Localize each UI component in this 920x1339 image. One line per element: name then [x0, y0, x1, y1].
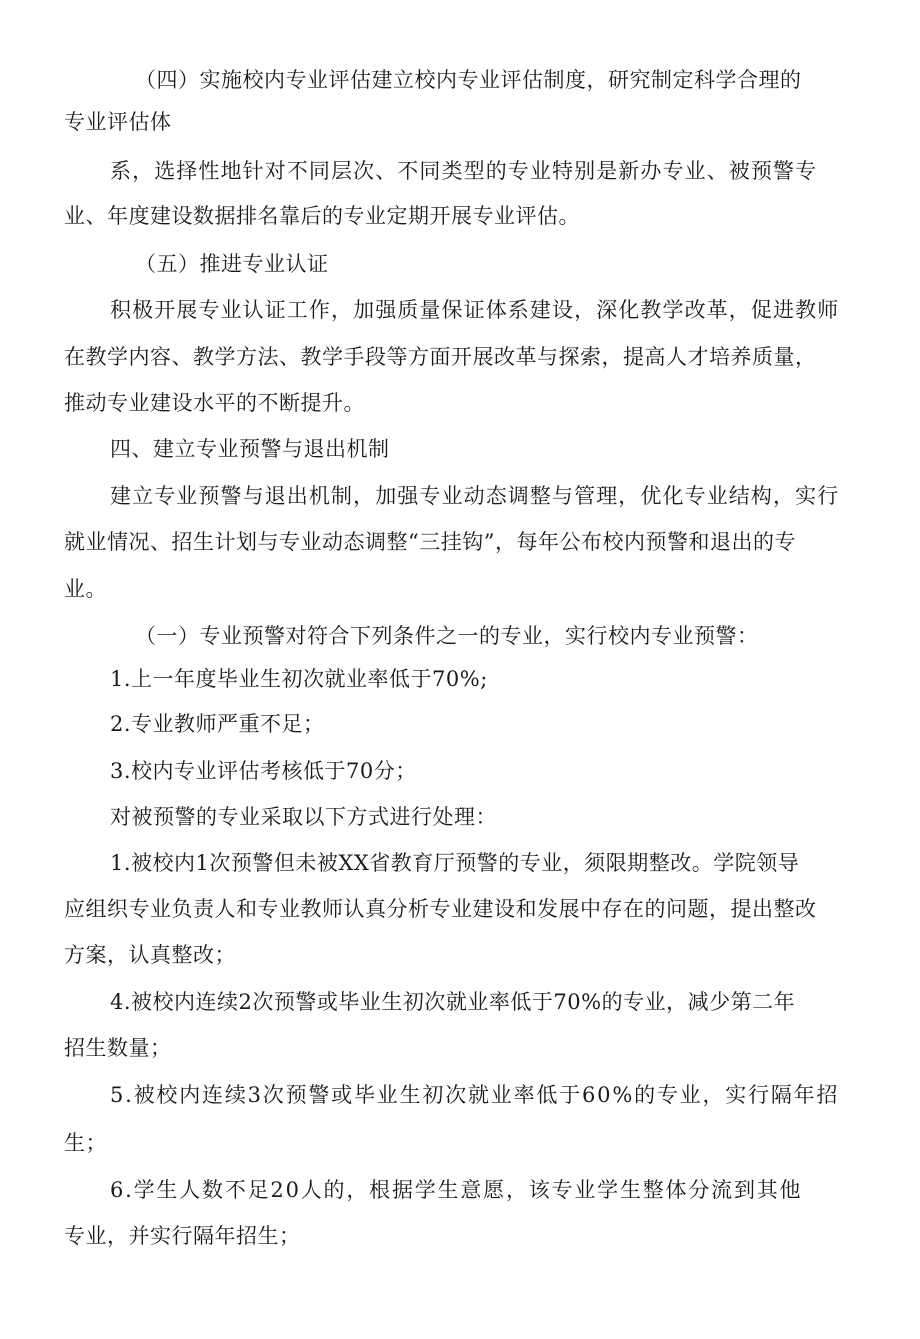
paragraph-line: 生；	[64, 1131, 107, 1155]
paragraph-line: 招生数量；	[64, 1036, 172, 1060]
list-item: 1.上一年度毕业生初次就业率低于70%;	[110, 667, 488, 691]
list-item: 4.被校内连续2次预警或毕业生初次就业率低于70%的专业，减少第二年	[110, 990, 796, 1014]
paragraph-line: 应组织专业负责人和专业教师认真分析专业建设和发展中存在的问题，提出整改	[64, 897, 817, 921]
section-heading: 四、建立专业预警与退出机制	[110, 437, 390, 461]
paragraph-line: 推动专业建设水平的不断提升。	[64, 391, 365, 415]
paragraph-line: 对被预警的专业采取以下方式进行处理：	[110, 805, 497, 829]
paragraph-line: 方案，认真整改；	[64, 943, 236, 967]
list-item: 5.被校内连续3次预警或毕业生初次就业率低于60%的专业，实行隔年招	[110, 1083, 840, 1107]
paragraph-line: 专业评估体	[64, 110, 172, 134]
list-item: 1.被校内1次预警但未被XX省教育厅预警的专业，须限期整改。学院领导	[110, 851, 800, 875]
paragraph-line: 业。	[64, 577, 107, 601]
list-item: 2.专业教师严重不足；	[110, 712, 325, 736]
paragraph-line: 积极开展专业认证工作，加强质量保证体系建设，深化教学改革，促进教师	[110, 298, 840, 322]
paragraph-line: 业、年度建设数据排名靠后的专业定期开展专业评估。	[64, 204, 580, 228]
paragraph-line: （四）实施校内专业评估建立校内专业评估制度，研究制定科学合理的	[135, 68, 802, 92]
list-item: 3.校内专业评估考核低于70分；	[110, 759, 417, 783]
paragraph-line: 建立专业预警与退出机制，加强专业动态调整与管理，优化专业结构，实行	[110, 484, 840, 508]
list-item: 6.学生人数不足20人的，根据学生意愿，该专业学生整体分流到其他	[110, 1178, 803, 1202]
section-heading: （五）推进专业认证	[135, 252, 329, 276]
paragraph-line: 在教学内容、教学方法、教学手段等方面开展改革与探索，提高人才培养质量，	[64, 345, 817, 369]
paragraph-line: 就业情况、招生计划与专业动态调整“三挂钩”，每年公布校内预警和退出的专	[64, 530, 796, 554]
paragraph-line: 专业，并实行隔年招生；	[64, 1224, 301, 1248]
section-heading: （一）专业预警对符合下列条件之一的专业，实行校内专业预警：	[135, 624, 759, 648]
paragraph-line: 系，选择性地针对不同层次、不同类型的专业特别是新办专业、被预警专	[110, 159, 818, 183]
